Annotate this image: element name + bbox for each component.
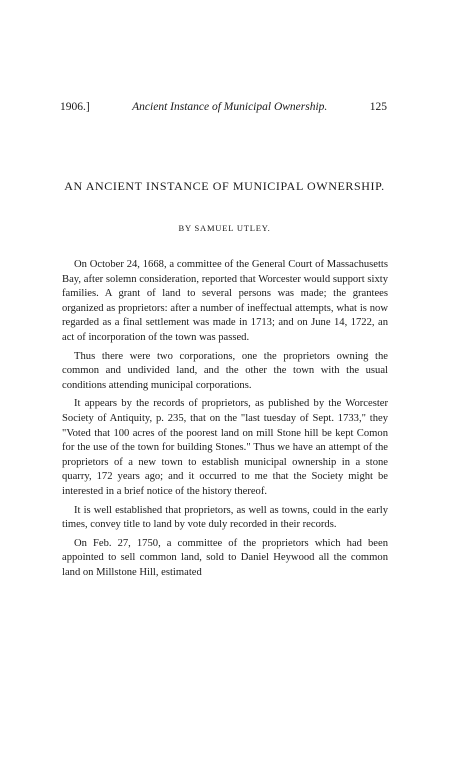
header-year: 1906.] bbox=[60, 101, 90, 113]
paragraph: It appears by the records of proprietors, as published by the Worcester Society of Antiquity, p. 235, that on the "last tuesday of Sept. 1733," they "Voted that 100 acres of the poorest land on mill Stone hill be kept Comon for the use of the town for building Stones." Thus we have an attempt of the proprietors of a new town to establish municipal ownership in a stone quarry, 172 years ago; and it occurred to me that the Society might be interested in a brief notice of the history thereof. bbox=[62, 398, 388, 497]
paragraph: On October 24, 1668, a committee of the General Court of Massachusetts Bay, after solemn consideration, reported that Worcester would support sixty families. A grant of land to several persons was made; the grantees organized as proprietors: after a number of ineffectual attempts, what is now regarded as a final settlement was made in 1713; and on June 14, 1722, an act of incorporation of the town was passed. bbox=[62, 259, 388, 343]
article-body bbox=[62, 258, 388, 584]
paragraph: It is well established that proprietors, as well as towns, could in the early times, convey title to land by vote duly recorded in their records. bbox=[62, 504, 388, 531]
paragraph: Thus there were two corporations, one the proprietors owning the common and undivided land, and the other the town with the usual conditions attending municipal corporations. bbox=[62, 350, 388, 391]
running-header bbox=[60, 101, 387, 113]
article-byline: BY SAMUEL UTLEY. bbox=[178, 223, 271, 233]
header-running-title: Ancient Instance of Municipal Ownership. bbox=[132, 101, 328, 113]
page-number: 125 bbox=[369, 101, 387, 113]
paragraph: On Feb. 27, 1750, a committee of the proprietors which had been appointed to sell common land, sold to Daniel Heywood all the common land on Millstone Hill, estimated bbox=[62, 537, 388, 578]
article-title: AN ANCIENT INSTANCE OF MUNICIPAL OWNERSHIP. bbox=[64, 179, 385, 193]
